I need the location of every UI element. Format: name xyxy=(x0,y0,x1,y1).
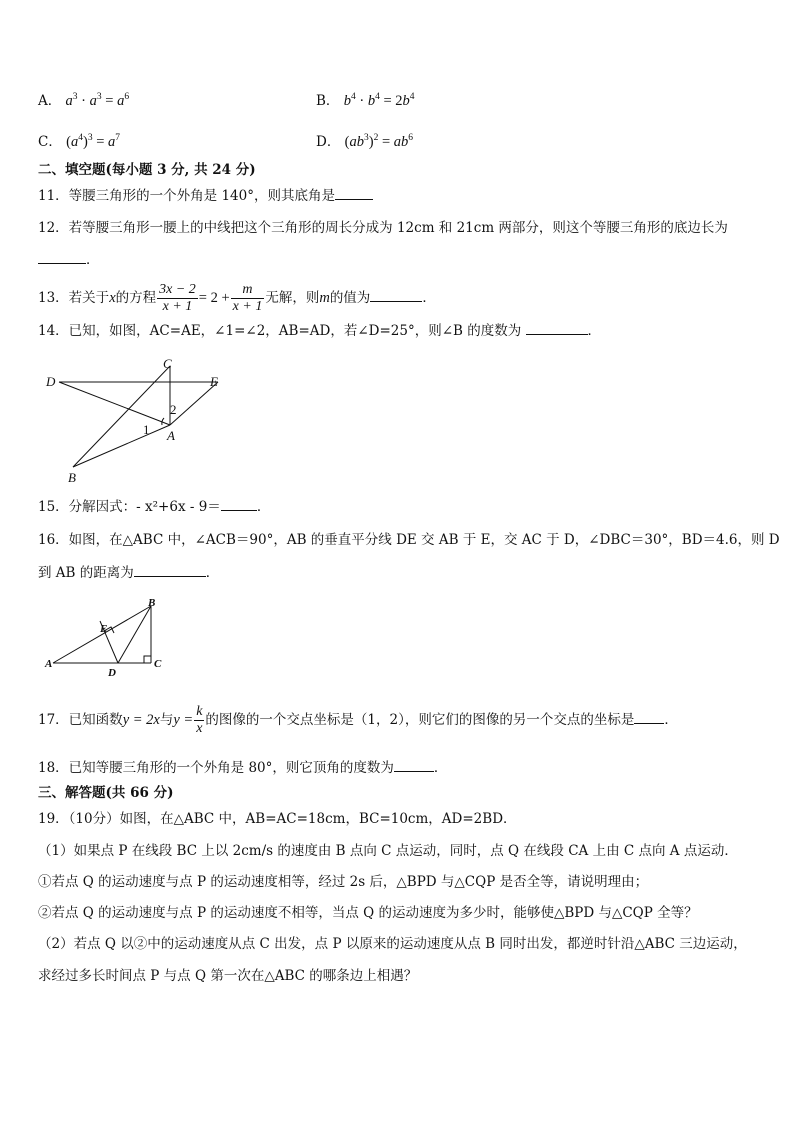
q13-eq: = 2 + xyxy=(198,290,230,306)
q13-fraction-1 xyxy=(157,282,198,315)
q15-answer-blank xyxy=(221,498,257,511)
q17-function-1: y = 2x xyxy=(122,712,160,728)
fig14-label-c: C xyxy=(163,356,172,371)
q13-num2: m xyxy=(231,282,265,299)
fig14-label-d: D xyxy=(46,374,56,389)
figure-14 xyxy=(40,356,230,488)
option-c-expr: $(a^4)^3 = a^7$ xyxy=(66,133,121,150)
option-d-expr: $(ab^3)^2 = ab^6$ xyxy=(344,133,413,150)
q11-answer-blank xyxy=(335,187,373,200)
fig16-label-d: D xyxy=(108,667,116,679)
fig14-angle-mark xyxy=(162,418,164,425)
question-13: 13．若关于x的方程 $\frac{3x - 2}{x + 1}$ = 2 + $\frac{m}{x + 1}$ 无解，则m的值为 ． xyxy=(38,282,436,314)
question-12: 12．若等腰三角形一腰上的中线把这个三角形的周长分成为 12cm 和 21cm 两部分，则这个等腰三角形的底边长为 xyxy=(38,220,728,236)
q11-text: 11．等腰三角形的一个外角是 140°，则其底角是 xyxy=(38,188,335,204)
question-19-line-5: （2）若点 Q 以②中的运动速度从点 C 出发，点 P 以原来的运动速度从点 B 同时出发，都逆时针沿△ABC 三边运动， xyxy=(38,936,747,952)
option-d xyxy=(316,129,413,151)
fig16-line-bd xyxy=(118,606,151,663)
q13-suffix2: 的值为 xyxy=(329,290,371,306)
q13-middle: 的方程 xyxy=(115,290,157,306)
q17-prefix: 17．已知函数 xyxy=(38,712,123,728)
question-11 xyxy=(38,187,373,205)
fig16-label-a: A xyxy=(45,658,53,670)
question-15: 15．分解因式：- x²+6x - 9＝ ． xyxy=(38,499,271,515)
question-19-line-4: ②若点 Q 的运动速度与点 P 的运动速度不相等，当点 Q 的运动速度为多少时，能够使△BPD 与△CQP 全等？ xyxy=(38,905,698,921)
q13-den2: x + 1 xyxy=(232,299,263,314)
q13-prefix: 13．若关于 xyxy=(38,290,110,306)
option-a-expr: $a^3 \cdot a^3 = a^6$ xyxy=(65,92,130,109)
option-a-label: A． xyxy=(38,93,62,109)
q17-suffix: 的图像的一个交点坐标是（1，2），则它们的图像的另一个交点的坐标是 xyxy=(205,712,635,728)
q17-fraction xyxy=(194,704,204,737)
q13-fraction-2 xyxy=(231,282,265,315)
figure-16 xyxy=(40,594,170,682)
question-17: 17．已知函数y = 2x与y = $\frac{k}{x}$ 的图像的一个交点坐标是（1，2），则它们的图像的另一个交点的坐标是 ． xyxy=(38,704,678,736)
q17-and: 与 xyxy=(159,712,174,728)
q17-answer-blank xyxy=(634,711,664,724)
section-3-heading: 三、解答题(共 66 分) xyxy=(38,785,174,801)
q15-text: 15．分解因式：- x²+6x - 9＝ xyxy=(38,499,221,515)
option-b-expr: $b^4 \cdot b^4 = 2b^4$ xyxy=(343,92,415,109)
question-16-line-1: 16．如图，在△ABC 中，∠ACB＝90°，AB 的垂直平分线 DE 交 AB 于 E，交 AC 于 D，∠DBC＝30°，BD＝4.6，则 D xyxy=(38,532,780,548)
question-14: 14．已知，如图，AC=AE，∠1=∠2，AB=AD，若∠D=25°，则∠B 的度数为 ． xyxy=(38,323,602,339)
q16-answer-blank xyxy=(134,564,206,577)
fig16-right-angle-c xyxy=(144,656,151,663)
fig14-line-da xyxy=(59,382,170,425)
fig14-line-ba xyxy=(73,425,170,467)
fig14-label-a: A xyxy=(167,428,175,443)
q12-answer-line: ． xyxy=(38,251,100,269)
q13-answer-blank xyxy=(370,289,422,302)
option-c xyxy=(38,129,120,151)
fig16-label-e: E xyxy=(100,623,108,635)
q17-num: k xyxy=(196,704,203,719)
question-18: 18．已知等腰三角形的一个外角是 80°，则它顶角的度数为 ． xyxy=(38,760,448,776)
section-2-heading: 二、填空题(每小题 3 分, 共 24 分) xyxy=(38,162,256,178)
fig16-label-b: B xyxy=(148,597,156,609)
fig16-label-c: C xyxy=(154,658,162,670)
fig14-label-1: 1 xyxy=(143,422,150,437)
q17-function-2: y = xyxy=(173,712,194,728)
fig14-line-cb xyxy=(73,366,170,467)
question-19-line-3: ①若点 Q 的运动速度与点 P 的运动速度相等，经过 2s 后，△BPD 与△CQP 是否全等，请说明理由； xyxy=(38,874,649,890)
q16-line2-text: 到 AB 的距离为 xyxy=(38,565,134,581)
option-d-label: D． xyxy=(316,134,341,150)
q13-num: 3x − 2 xyxy=(159,282,196,297)
q13-den: x + 1 xyxy=(162,299,193,314)
fig14-label-b: B xyxy=(68,470,76,485)
question-19-line-2: （1）如果点 P 在线段 BC 上以 2cm/s 的速度由 B 点向 C 点运动，同时，点 Q 在线段 CA 上由 C 点向 A 点运动． xyxy=(38,843,738,859)
q13-var-x: x xyxy=(109,290,116,306)
q13-suffix: 无解，则 xyxy=(265,290,320,306)
question-19-line-6: 求经过多长时间点 P 与点 Q 第一次在△ABC 的哪条边上相遇？ xyxy=(38,968,418,984)
q14-answer-blank xyxy=(526,322,588,335)
q13-var-m: m xyxy=(319,290,330,306)
option-b xyxy=(316,88,415,110)
fig14-label-e: E xyxy=(210,374,218,389)
q17-den: x xyxy=(196,721,203,736)
fig14-label-2: 2 xyxy=(170,402,177,417)
option-a xyxy=(38,88,129,110)
q18-answer-blank xyxy=(394,759,434,772)
option-c-label: C． xyxy=(38,134,62,150)
q18-text: 18．已知等腰三角形的一个外角是 80°，则它顶角的度数为 xyxy=(38,760,394,776)
question-16-line-2: 到 AB 的距离为 ． xyxy=(38,565,220,581)
q12-answer-blank xyxy=(38,251,86,264)
question-19-line-1: 19．（10分）如图，在△ABC 中，AB=AC=18cm，BC=10cm，AD=2BD． xyxy=(38,811,517,827)
q14-text: 14．已知，如图，AC=AE，∠1=∠2，AB=AD，若∠D=25°，则∠B 的度数为 xyxy=(38,323,522,339)
option-b-label: B． xyxy=(316,93,340,109)
